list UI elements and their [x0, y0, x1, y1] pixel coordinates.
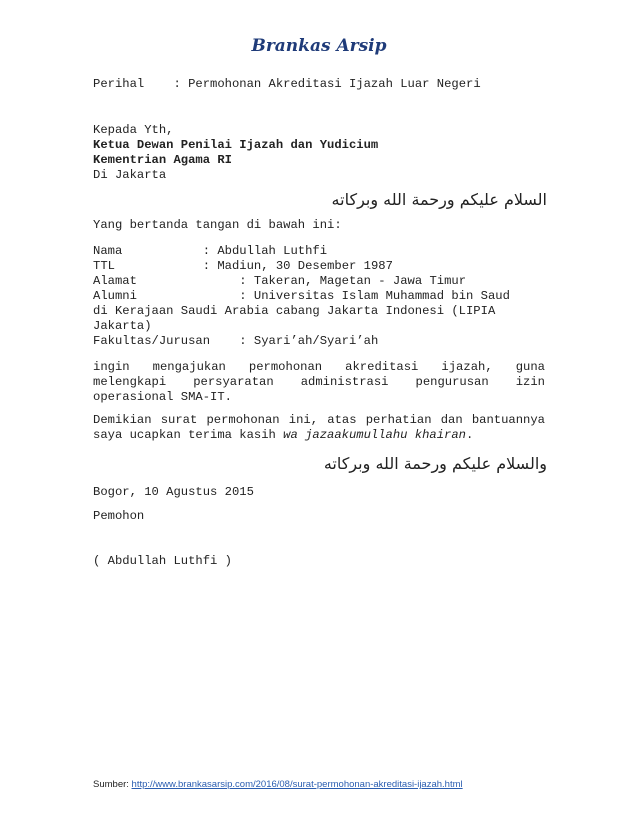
recipient-line-3: Di Jakarta: [93, 168, 167, 182]
source-link[interactable]: http://www.brankasarsip.com/2016/08/surat-permohonan-akreditasi-ijazah.html: [131, 779, 463, 790]
alamat-label: Alamat: [93, 274, 137, 288]
source-footer: [93, 779, 463, 790]
fakultas-label: Fakultas/Jurusan: [93, 334, 211, 348]
identity-fakultas: Fakultas/Jurusan : Syari’ah/Syari’ah: [93, 334, 379, 348]
salam-closing: والسلام عليكم ورحمة الله وبركاته: [323, 454, 547, 473]
alumni-value: Universitas Islam Muhammad bin Saud: [253, 289, 510, 303]
fakultas-value: Syari’ah/Syari’ah: [253, 334, 379, 348]
subject-line: Perihal : Permohonan Akreditasi Ijazah Luar Negeri: [93, 77, 481, 91]
alamat-value: Takeran, Magetan - Jawa Timur: [253, 274, 467, 288]
salam-opening: السلام عليكم ورحمة الله وبركاته: [331, 190, 547, 209]
signature-name: ( Abdullah Luthfi ): [93, 554, 232, 568]
nama-value: Abdullah Luthfi: [217, 244, 328, 258]
recipient-line-1: Ketua Dewan Penilai Ijazah dan Yudicium: [93, 138, 379, 152]
identity-alumni-cont-2: Jakarta): [93, 319, 152, 333]
body-paragraph-2: [93, 413, 545, 443]
para2-italic-phrase: wa jazaakumullahu khairan: [283, 428, 466, 442]
ttl-value: Madiun, 30 Desember 1987: [217, 259, 393, 273]
nama-label: Nama: [93, 244, 123, 258]
para2-end: .: [466, 428, 474, 442]
applicant-label: Pemohon: [93, 509, 145, 523]
para2-text: Demikian surat permohonan ini, atas perhatian dan bantuannya saya ucapkan terima kasih: [93, 413, 545, 442]
identity-alumni: Alumni : Universitas Islam Muhammad bin Saud: [93, 289, 510, 303]
site-title: Brankas Arsip: [251, 36, 387, 56]
alumni-label: Alumni: [93, 289, 137, 303]
subject-label: Perihal: [93, 77, 145, 91]
subject-value: Permohonan Akreditasi Ijazah Luar Negeri: [188, 77, 481, 91]
place-date: Bogor, 10 Agustus 2015: [93, 485, 254, 499]
recipient-line-2: Kementrian Agama RI: [93, 153, 232, 167]
ttl-label: TTL: [93, 259, 115, 273]
intro-text: Yang bertanda tangan di bawah ini:: [93, 218, 342, 232]
recipient-greeting: Kepada Yth,: [93, 123, 174, 137]
identity-alamat: Alamat : Takeran, Magetan - Jawa Timur: [93, 274, 467, 288]
source-label: Sumber:: [93, 779, 129, 790]
identity-alumni-cont-1: di Kerajaan Saudi Arabia cabang Jakarta Indonesi (LIPIA: [93, 304, 496, 318]
identity-ttl: TTL : Madiun, 30 Desember 1987: [93, 259, 393, 273]
body-paragraph-1: ingin mengajukan permohonan akreditasi ijazah, guna melengkapi persyaratan administrasi pengurusan izin operasional SMA-IT.: [93, 360, 545, 404]
identity-nama: Nama : Abdullah Luthfi: [93, 244, 328, 258]
